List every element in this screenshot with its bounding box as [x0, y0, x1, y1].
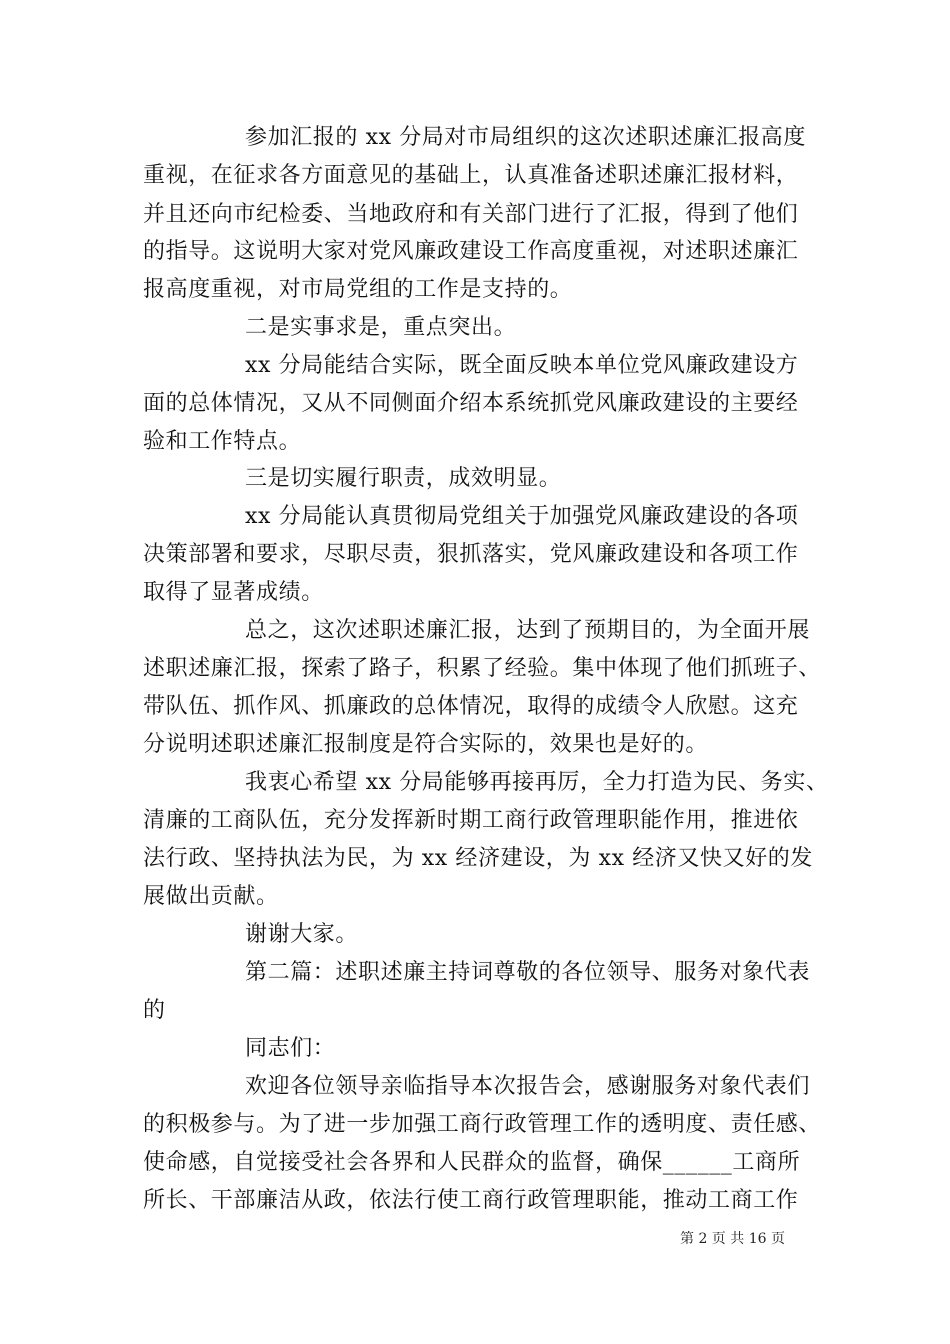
text-line: 使命感，自觉接受社会各界和人民群众的监督，确保______工商所 — [143, 1150, 801, 1175]
text-line: 欢迎各位领导亲临指导本次报告会，感谢服务对象代表们 — [245, 1074, 811, 1099]
text-line: 带队伍、抓作风、抓廉政的总体情况，取得的成绩令人欣慰。这充 — [143, 694, 799, 719]
text-line: 的 — [143, 998, 166, 1023]
page-number: 第 2 页 共 16 页 — [680, 1231, 785, 1247]
text-line: 谢谢大家。 — [245, 922, 359, 947]
text-line: 第二篇：述职述廉主持词尊敬的各位领导、服务对象代表 — [245, 960, 811, 985]
text-line: 验和工作特点。 — [143, 429, 302, 454]
text-line: 展做出贡献。 — [143, 884, 279, 909]
text-line: 述职述廉汇报，探索了路子，积累了经验。集中体现了他们抓班子、 — [143, 656, 822, 681]
text-line: 所长、干部廉洁从政，依法行使工商行政管理职能，推动工商工作 — [143, 1188, 799, 1213]
text-line: 重视，在征求各方面意见的基础上，认真准备述职述廉汇报材料， — [143, 163, 799, 188]
text-line: 清廉的工商队伍，充分发挥新时期工商行政管理职能作用，推进依 — [143, 808, 799, 833]
text-line: 总之，这次述职述廉汇报，达到了预期目的，为全面开展 — [245, 618, 811, 643]
text-line: 三是切实履行职责，成效明显。 — [245, 466, 562, 491]
text-line: 的积极参与。为了进一步加强工商行政管理工作的透明度、责任感、 — [143, 1112, 822, 1137]
text-line: 面的总体情况，又从不同侧面介绍本系统抓党风廉政建设的主要经 — [143, 391, 799, 416]
text-line: xx 分局能认真贯彻局党组关于加强党风廉政建设的各项 — [245, 504, 799, 529]
text-line: 我衷心希望 xx 分局能够再接再厉，全力打造为民、务实、 — [245, 770, 829, 795]
text-line: 的指导。这说明大家对党风廉政建设工作高度重视，对述职述廉汇 — [143, 239, 799, 264]
text-line: 二是实事求是，重点突出。 — [245, 315, 517, 340]
text-line: 并且还向市纪检委、当地政府和有关部门进行了汇报，得到了他们 — [143, 202, 799, 227]
text-line: xx 分局能结合实际，既全面反映本单位党风廉政建设方 — [245, 353, 799, 378]
text-line: 决策部署和要求，尽职尽责，狠抓落实，党风廉政建设和各项工作 — [143, 542, 799, 567]
text-line: 法行政、坚持执法为民，为 xx 经济建设，为 xx 经济又快又好的发 — [143, 846, 814, 871]
text-line: 分说明述职述廉汇报制度是符合实际的，效果也是好的。 — [143, 732, 709, 757]
text-line: 取得了显著成绩。 — [143, 580, 324, 605]
text-line: 同志们： — [245, 1036, 336, 1061]
text-line: 报高度重视，对市局党组的工作是支持的。 — [143, 277, 573, 302]
text-line: 参加汇报的 xx 分局对市局组织的这次述职述廉汇报高度 — [245, 125, 807, 150]
